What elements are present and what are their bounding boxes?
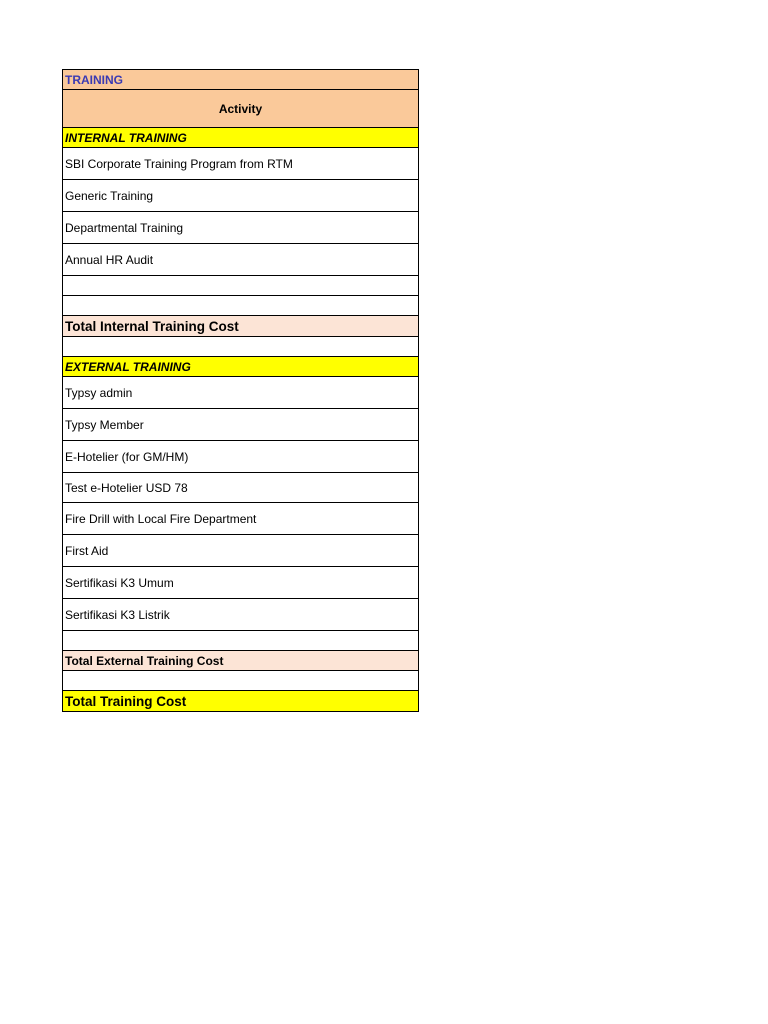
external-item-label: E-Hotelier (for GM/HM) bbox=[65, 449, 189, 464]
internal-item-label: Generic Training bbox=[65, 188, 154, 203]
sheet-title-cell[interactable] bbox=[62, 69, 419, 90]
external-item-label: Test e-Hotelier USD 78 bbox=[65, 480, 188, 495]
external-total-cell[interactable] bbox=[62, 651, 419, 671]
internal-item-row[interactable] bbox=[62, 212, 419, 244]
external-total-label: Total External Training Cost bbox=[65, 653, 224, 668]
external-section-heading: EXTERNAL TRAINING bbox=[65, 359, 191, 374]
external-item-label: Sertifikasi K3 Listrik bbox=[65, 607, 170, 622]
internal-item-row[interactable] bbox=[62, 244, 419, 276]
external-item-row[interactable] bbox=[62, 599, 419, 631]
internal-item-label: Departmental Training bbox=[65, 220, 184, 235]
column-header-cell[interactable] bbox=[62, 90, 419, 128]
internal-section-heading-cell[interactable] bbox=[62, 128, 419, 148]
grand-total-label: Total Training Cost bbox=[65, 693, 187, 709]
grand-total-cell[interactable] bbox=[62, 691, 419, 712]
internal-item-label: Annual HR Audit bbox=[65, 252, 154, 267]
internal-item-label: SBI Corporate Training Program from RTM bbox=[65, 156, 293, 171]
internal-total-label: Total Internal Training Cost bbox=[65, 318, 239, 334]
external-item-row[interactable] bbox=[62, 473, 419, 503]
external-item-label: First Aid bbox=[65, 543, 109, 558]
external-section-heading-cell[interactable] bbox=[62, 357, 419, 377]
external-item-label: Sertifikasi K3 Umum bbox=[65, 575, 174, 590]
external-item-row[interactable] bbox=[62, 503, 419, 535]
training-sheet bbox=[62, 69, 419, 712]
empty-row[interactable] bbox=[62, 296, 419, 316]
internal-total-cell[interactable] bbox=[62, 316, 419, 337]
internal-item-row[interactable] bbox=[62, 180, 419, 212]
empty-row[interactable] bbox=[62, 671, 419, 691]
internal-item-row[interactable] bbox=[62, 148, 419, 180]
empty-row[interactable] bbox=[62, 631, 419, 651]
external-item-label: Fire Drill with Local Fire Department bbox=[65, 511, 257, 526]
empty-row[interactable] bbox=[62, 276, 419, 296]
external-item-label: Typsy admin bbox=[65, 385, 133, 400]
external-item-label: Typsy Member bbox=[65, 417, 144, 432]
internal-section-heading: INTERNAL TRAINING bbox=[65, 130, 187, 145]
external-item-row[interactable] bbox=[62, 409, 419, 441]
empty-row[interactable] bbox=[62, 337, 419, 357]
external-item-row[interactable] bbox=[62, 441, 419, 473]
sheet-title: TRAINING bbox=[65, 72, 123, 87]
column-header-activity: Activity bbox=[218, 101, 263, 116]
external-item-row[interactable] bbox=[62, 535, 419, 567]
external-item-row[interactable] bbox=[62, 377, 419, 409]
external-item-row[interactable] bbox=[62, 567, 419, 599]
